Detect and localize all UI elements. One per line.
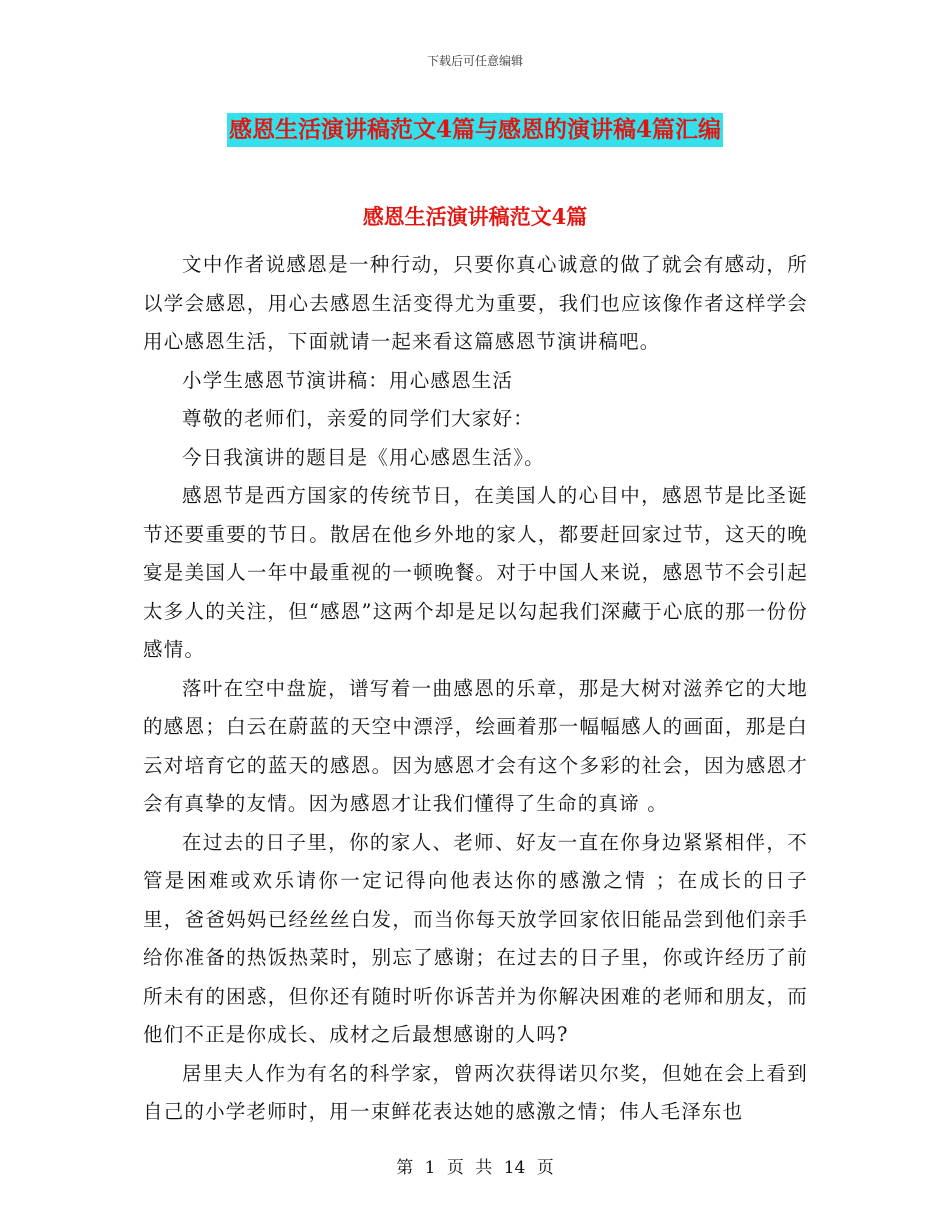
paragraph-leaves-clouds: 落叶在空中盘旋，谱写着一曲感恩的乐章，那是大树对滋养它的大地的感恩；白云在蔚蓝的天空中漂浮，绘画着那一幅幅感人的画面，那是白云对培育它的蓝天的感恩。因为感恩才会有这个多彩的社会，因为感恩才会有真挚的友情。因为感恩才让我们懂得了生命的真谛 。 (143, 676, 808, 815)
document-body (143, 246, 808, 1132)
paragraph-intro: 文中作者说感恩是一种行动，只要你真心诚意的做了就会有感动，所以学会感恩，用心去感恩生活变得尤为重要，我们也应该像作者这样学会用心感恩生活，下面就请一起来看这篇感恩节演讲稿吧。 (143, 253, 808, 353)
paragraph-curie: 居里夫人作为有名的科学家，曾两次获得诺贝尔奖，但她在会上看到自己的小学老师时，用一束鲜花表达她的感激之情；伟人毛泽东也 (143, 1061, 808, 1123)
main-title-container (0, 113, 950, 147)
paragraph-greeting: 尊敬的老师们，亲爱的同学们大家好： (182, 407, 534, 430)
page-number: 第 1 页 共 14 页 (396, 1158, 554, 1178)
page-header-note: 下载后可任意编辑 (426, 54, 523, 68)
paragraph-thanksgiving: 感恩节是西方国家的传统节日，在美国人的心目中，感恩节是比圣诞节还要重要的节日。散居在他乡外地的家人，都要赶回家过节，这天的晚宴是美国人一年中最重视的一顿晚餐。对于中国人来说，感恩节不会引起太多人的关注，但“感恩”这两个却是足以勾起我们深藏于心底的那一份份感情。 (143, 484, 808, 661)
main-title: 感恩生活演讲稿范文4篇与感恩的演讲稿4篇汇编 (227, 113, 723, 147)
paragraph-speech-title: 小学生感恩节演讲稿：用心感恩生活 (182, 368, 514, 392)
paragraph-topic: 今日我演讲的题目是《用心感恩生活》。 (182, 445, 545, 469)
section-title: 感恩生活演讲稿范文4篇 (362, 204, 588, 229)
paragraph-past-days: 在过去的日子里，你的家人、老师、好友一直在你身边紧紧相伴，不管是困难或欢乐请你一定记得向他表达你的感激之情 ；在成长的日子里，爸爸妈妈已经丝丝白发，而当你每天放学回家依旧能品尝到他们亲手给你准备的热饭热菜时，别忘了感谢；在过去的日子里，你或许经历了前所未有的困惑，但你还有随时听你诉苦并为你解决困难的老师和朋友，而他们不正是你成长、成材之后最想感谢的人吗? (143, 830, 808, 1046)
